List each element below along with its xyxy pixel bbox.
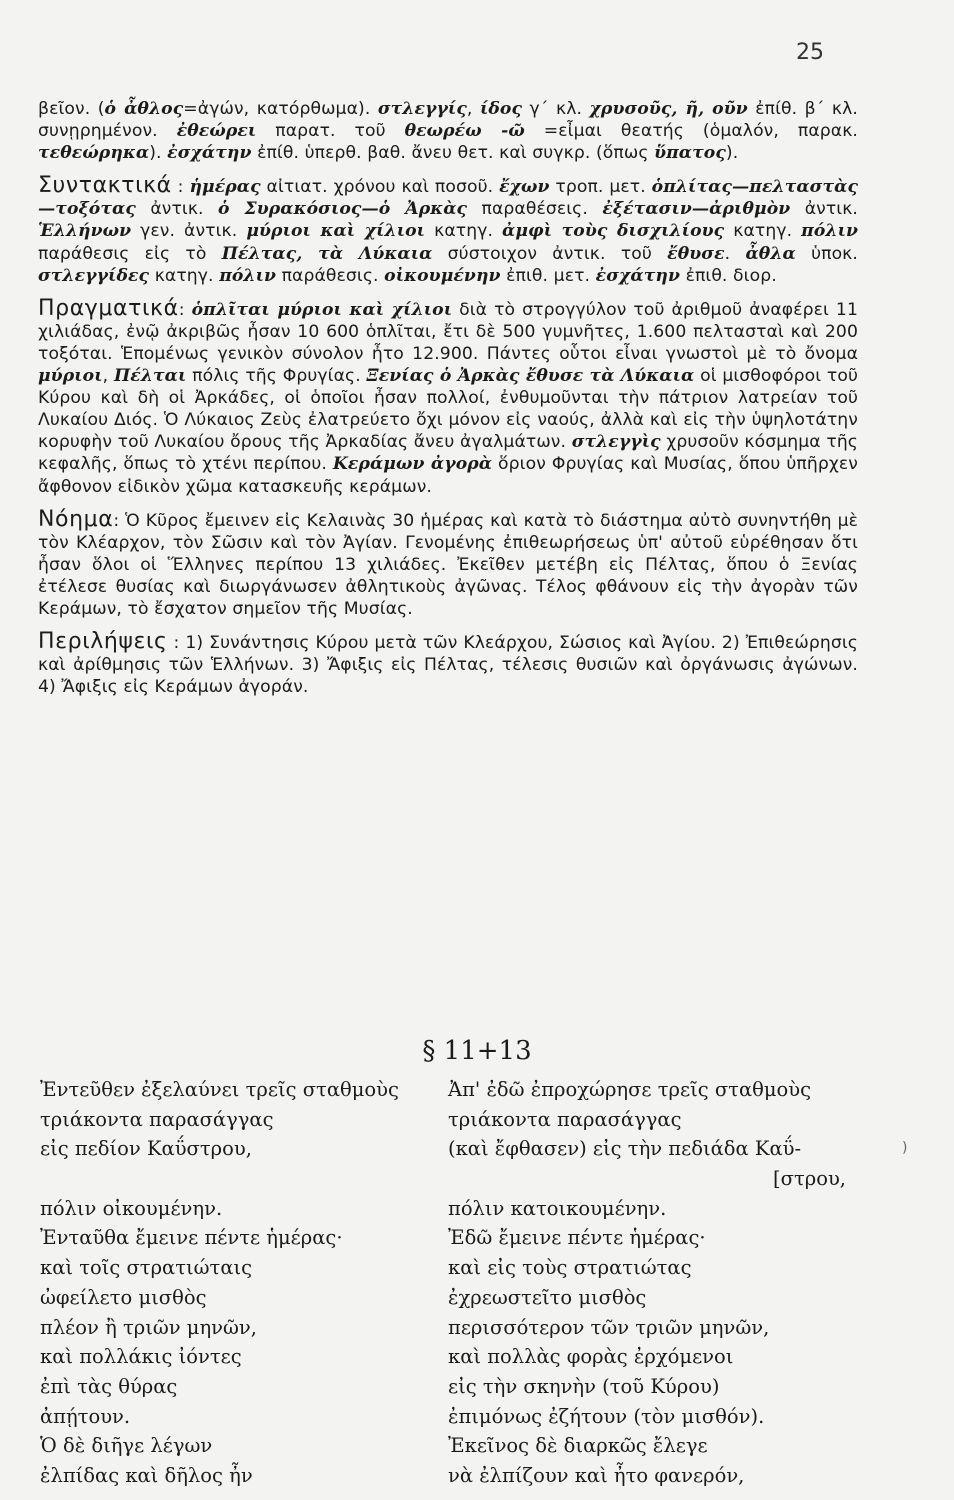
commentary-block (38, 98, 858, 698)
text-line: ἀπῄτουν. (40, 1404, 131, 1428)
highlighted-term: χρυσοῦς, ῆ, οῦν (589, 99, 748, 119)
meaning-heading: Νόημα (38, 506, 114, 532)
text-line: ἐπιμόνως ἐζήτουν (τὸν μισθόν). (448, 1404, 765, 1428)
text-run: παράθεσις. (276, 265, 385, 286)
text-line: εἰς τὴν σκηνὴν (τοῦ Κύρου) (448, 1374, 720, 1398)
text-run: ἐπίθ. β΄ κλ. συνῃρημένον. (38, 99, 858, 142)
text-run: διὰ τὸ στρογγύλον τοῦ ἀριθμοῦ ἀναφέρει 11 χιλιάδας, ἐνῷ ἀκριβῶς ἦσαν 10 600 ὁπλῖται, ἔτι δὲ 500 γυμνῆτες, 1.600 πελτασταὶ καὶ 200 τοξόται. Ἑπομένως γενικὸν σύνολον ἦτο 12.900. Πάντες οὗτοι εἶναι γνωστοὶ μὲ τὸ ὄνομα (38, 299, 858, 364)
text-line: καὶ πολλάκις ἰόντες (40, 1345, 242, 1369)
summary-paragraph (38, 631, 858, 698)
highlighted-term: στλεγγὶς (571, 432, 661, 453)
text-line: καὶ τοῖς στρατιώταις (40, 1256, 253, 1280)
highlighted-term: ἔχων (499, 177, 550, 198)
highlighted-term: Πέλται (113, 366, 187, 387)
text-run: ἐπιθ. μετ. (500, 265, 596, 286)
text-line (40, 1164, 420, 1194)
highlighted-term: πόλιν (801, 221, 859, 242)
text-run: ἐπιθ. διορ. (680, 265, 777, 286)
text-run: ). (149, 143, 168, 164)
highlighted-term: μύριοι (38, 366, 103, 387)
highlighted-term: ὁ ἆθλος (104, 99, 184, 119)
text-line: τριάκοντα παρασάγγας (448, 1107, 682, 1131)
text-line: Ἐνταῦθα ἔμεινε πέντε ἡμέρας· (40, 1226, 343, 1250)
factual-paragraph (38, 295, 858, 498)
text-line: καὶ πολλὰς φορὰς ἐρχόμενοι (448, 1345, 734, 1369)
text-run: : (171, 177, 190, 198)
highlighted-term: ίδος (479, 99, 523, 119)
text-run: παράθεσις εἰς τὸ (38, 243, 222, 264)
highlighted-term: ὁ Συρακόσιος—ὁ Ἀρκὰς (218, 199, 468, 220)
text-line: ἐπὶ τὰς θύρας (40, 1374, 178, 1398)
text-run: ἀντικ. (790, 199, 858, 220)
text-run: χρυσοῦν κόσμημα τῆς κεφαλῆς, ὅπως τὸ χτένι περίπου. (38, 432, 858, 475)
text-line: πόλιν κατοικουμένην. (448, 1196, 667, 1220)
text-run: κατηγ. (149, 265, 220, 286)
syntax-heading: Συντακτικά (38, 173, 172, 199)
highlighted-term: ὁπλίτας—πελταστὰς—τοξότας (38, 177, 859, 220)
text-line: τριάκοντα παρασάγγας (40, 1107, 274, 1131)
text-run: παραθέσεις. (467, 199, 603, 220)
highlighted-term: θεωρέω -ῶ (404, 121, 525, 142)
highlighted-term: Πέλτας, τὰ Λύκαια (221, 243, 433, 264)
text-line: [στρου, (773, 1167, 846, 1191)
highlighted-term: ἆθλα (745, 243, 796, 264)
highlighted-term: Ἑλλήνων (38, 221, 132, 242)
text-line: περισσότερον τῶν τριῶν μηνῶν, (448, 1315, 770, 1339)
text-line: Ἐντεῦθεν ἐξελαύνει τρεῖς σταθμοὺς (40, 1078, 399, 1101)
text-run: τροπ. μετ. (549, 177, 652, 198)
text-run: οἱ μισθοφόροι τοῦ Κύρου καὶ δὴ οἱ Ἀρκάδες, οἱ ὁποῖοι ἦσαν πολλοί, ἐνθυμοῦνται τὴν πάτριον λατρείαν τοῦ Λυκαίου Διός. Ὁ Λύκαιος Ζεὺς ἐλατρεύετο ὄχι μόνον εἰς ναούς, ἀλλὰ καὶ εἰς τὴν ὑψηλοτάτην κορυφὴν τοῦ Λυκαίου ὄρους τῆς Ἀρκαδίας ἄνευ ἀγαλμάτων. (38, 366, 858, 453)
text-run: γεν. ἀντικ. (131, 221, 247, 242)
highlighted-term: Ξενίας ὁ Ἀρκὰς ἔθυσε τὰ Λύκαια (366, 366, 695, 387)
syntax-paragraph (38, 175, 858, 286)
text-run: , (102, 366, 114, 387)
highlighted-term: τεθεώρηκα (38, 143, 150, 164)
modern-translation-column (448, 1075, 846, 1491)
highlighted-term: πόλιν (219, 265, 277, 286)
meaning-paragraph (38, 506, 858, 620)
text-run: ἐπίθ. ὑπερθ. βαθ. ἄνευ θετ. καὶ συγκρ. (ὅπως (251, 143, 655, 164)
text-run: ). (725, 143, 739, 164)
highlighted-term: Κεράμων ἀγορὰ (332, 454, 493, 475)
text-run: παρατ. τοῦ (256, 121, 405, 142)
text-run: =ἀγών, κατόρθωμα). (183, 99, 378, 119)
highlighted-term: στλεγγίδες (38, 265, 150, 286)
text-line: εἰς πεδίον Καΰστρου, (40, 1137, 252, 1161)
highlighted-term: ἀμφὶ τοὺς δισχιλίους (502, 221, 725, 242)
text-run: ὅριον Φρυγίας καὶ Μυσίας, ὅπου ὑπῆρχεν ἄφθονον εἰδικὸν χῶμα κατασκευῆς κεράμων. (38, 454, 858, 497)
summary-body: : 1) Συνάντησις Κύρου μετὰ τῶν Κλεάρχου, Σώσιος καὶ Ἀγίου. 2) Ἐπιθεώρησις καὶ ἀρίθμησις τῶν Ἑλλήνων. 3) Ἄφιξις εἰς Πέλτας, τέλεσις θυσιῶν καὶ ὀργάνωσις ἀγώνων. 4) Ἄφιξις εἰς Κεράμων ἀγοράν. (38, 633, 858, 698)
highlighted-term: ὕπατος (654, 143, 726, 164)
text-run: . (724, 243, 746, 264)
highlighted-term: ἐσχάτην (595, 265, 680, 286)
text-run: , (466, 99, 480, 119)
text-line: νὰ ἐλπίζουν καὶ ἦτο φανερόν, (448, 1463, 745, 1487)
highlighted-term: οἰκουμένην (384, 265, 501, 286)
glossary-paragraph (38, 98, 858, 164)
text-line: Ὁ δὲ διῆγε λέγων (40, 1434, 213, 1458)
margin-mark: ) (902, 1140, 908, 1156)
text-run: ἀντικ. (135, 199, 219, 220)
text-line: ἐλπίδας καὶ δῆλος ἦν (40, 1463, 253, 1487)
highlighted-term: ἐθεώρει (176, 121, 257, 142)
text-line: ὠφείλετο μισθὸς (40, 1285, 207, 1309)
highlighted-term: ἐξέτασιν—ἀριθμὸν (602, 199, 791, 220)
text-run: πόλις τῆς Φρυγίας. (186, 366, 367, 387)
text-run: κατηγ. (724, 221, 802, 242)
ancient-text-column (40, 1075, 420, 1491)
text-line: ἐχρεωστεῖτο μισθὸς (448, 1285, 647, 1309)
text-line: Ἐδῶ ἔμεινε πέντε ἡμέρας· (448, 1226, 706, 1250)
text-run: βεῖον. ( (38, 99, 105, 119)
section-heading: § 11+13 (422, 1036, 532, 1066)
text-run: κατηγ. (425, 221, 503, 242)
text-run: σύστοιχον ἀντικ. τοῦ (432, 243, 668, 264)
factual-body (38, 300, 858, 497)
highlighted-term: στλεγγίς (377, 99, 467, 119)
highlighted-term: ὁπλῖται μύριοι καὶ χίλιοι (191, 299, 453, 320)
highlighted-term: ἡμέρας (189, 177, 261, 198)
page-number: 25 (796, 40, 824, 65)
text-line: (καὶ ἔφθασεν) εἰς τὴν πεδιάδα Καΰ- (448, 1137, 802, 1161)
text-line: Ἀπ' ἐδῶ ἐπροχώρησε τρεῖς σταθμοὺς (448, 1078, 812, 1101)
meaning-body: : Ὁ Κῦρος ἔμεινεν εἰς Κελαινὰς 30 ἡμέρας καὶ κατὰ τὸ διάστημα αὐτὸ συνηντήθη μὲ τὸν Κλέαρχον, τὸν Σῶσιν καὶ τὸν Ἀγίαν. Γενομένης ἐπιθεωρήσεως ὑπ' αὐτοῦ εὑρέθησαν ὅτι ἦσαν ὅλοι οἱ Ἕλληνες περίπου 13 χιλιάδες. Ἐκεῖθεν μετέβη εἰς Πέλτας, ὅπου ὁ Ξενίας ἐτέλεσε θυσίας καὶ διωργάνωσεν ἀθλητικοὺς ἀγῶνας. Τέλος φθάνουν εἰς τὴν ἀγορὰν τῶν Κεράμων, τὸ ἔσχατον σημεῖον τῆς Μυσίας. (38, 510, 858, 619)
factual-heading: Πραγματικά (38, 295, 179, 321)
highlighted-term: ἐσχάτην (167, 143, 252, 164)
text-run: =εἶμαι θεατής (ὁμαλόν, παρακ. (524, 121, 858, 142)
highlighted-term: μύριοι καὶ χίλιοι (246, 221, 426, 242)
text-run: ὑποκ. (795, 243, 858, 264)
text-run: αἰτιατ. χρόνου καὶ ποσοῦ. (260, 177, 500, 198)
text-line: Ἐκεῖνος δὲ διαρκῶς ἔλεγε (448, 1434, 708, 1458)
text-line: καὶ εἰς τοὺς στρατιώτας (448, 1256, 692, 1280)
text-run: γ΄ κλ. (522, 99, 590, 119)
summary-heading: Περιλήψεις (38, 629, 168, 655)
text-line: πόλιν οἰκουμένην. (40, 1196, 223, 1220)
text-line: πλέον ἢ τριῶν μηνῶν, (40, 1315, 257, 1339)
highlighted-term: ἔθυσε (667, 243, 725, 264)
text-run: : (178, 299, 192, 320)
